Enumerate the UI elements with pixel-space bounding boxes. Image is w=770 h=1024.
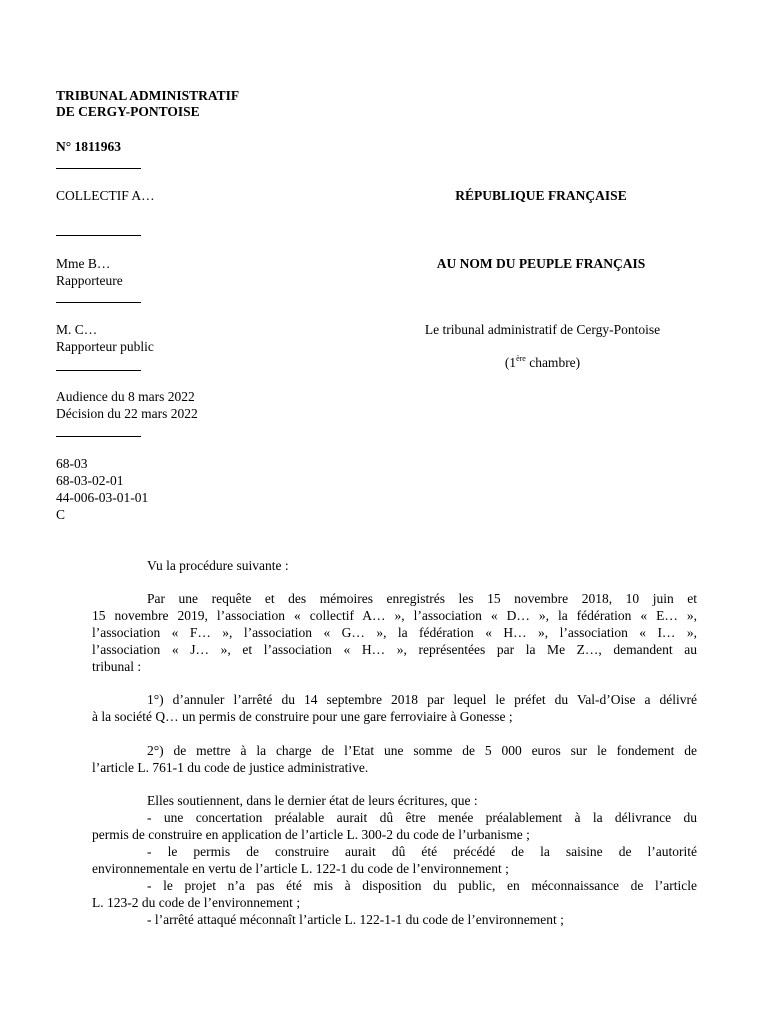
decision-date: Décision du 22 mars 2022 [56,406,198,421]
paragraph-line: tribunal : [92,659,142,674]
public-rapporteur-name: M. C… [56,322,98,337]
paragraph-line: 1°) d’annuler l’arrêté du 14 septembre 2018 par lequel le préfet du Val-d’Oise a délivré [147,692,697,707]
paragraph-line: l’association « J… », et l’association « H… », représentées par la Me Z…, demandent au [92,642,697,657]
paragraph-line: environnementale en vertu de l’article L. 122-1 du code de l’environnement ; [92,861,509,876]
classification-code: 44-006-03-01-01 [56,490,149,505]
court-name-line-1: TRIBUNAL ADMINISTRATIF [56,88,240,103]
case-number: N° 1811963 [56,139,122,154]
rapporteur-name: Mme B… [56,256,111,271]
publication-code: C [56,507,66,522]
chamber-suffix: chambre) [525,355,581,370]
court-name-line-2: DE CERGY-PONTOISE [56,104,200,119]
tribunal-line: Le tribunal administratif de Cergy-Pontoise [424,322,661,337]
party-name: COLLECTIF A… [56,188,155,203]
paragraph-line: - l’arrêté attaqué méconnaît l’article L. 122-1-1 du code de l’environnement ; [147,912,564,927]
chamber-line [450,355,635,371]
chamber-prefix: (1 [504,355,517,370]
classification-code: 68-03-02-01 [56,473,124,488]
separator [56,436,141,437]
separator [56,235,141,236]
rapporteur-role: Rapporteure [56,273,123,288]
paragraph-line: l’association « F… », l’association « G… », la fédération « H… », l’association « I… », [92,625,697,640]
paragraph-line: 15 novembre 2019, l’association « collectif A… », l’association « D… », la fédération « E… », [92,608,697,623]
paragraph-line: - le projet n’a pas été mis à disposition du public, en méconnaissance de l’article [147,878,697,893]
hearing-date: Audience du 8 mars 2022 [56,389,195,404]
classification-code: 68-03 [56,456,88,471]
separator [56,370,141,371]
paragraph-line: L. 123-2 du code de l’environnement ; [92,895,301,910]
people-heading: AU NOM DU PEUPLE FRANÇAIS [436,256,646,271]
paragraph-line: Elles soutiennent, dans le dernier état de leurs écritures, que : [147,793,478,808]
paragraph-line: Par une requête et des mémoires enregistrés les 15 novembre 2018, 10 juin et [147,591,697,606]
paragraph-line: 2°) de mettre à la charge de l’Etat une somme de 5 000 euros sur le fondement de [147,743,697,758]
chamber-superscript: ère [516,354,526,363]
paragraph-line: - une concertation préalable aurait dû être menée préalablement à la délivrance du [147,810,697,825]
procedure-heading: Vu la procédure suivante : [147,558,289,573]
public-rapporteur-role: Rapporteur public [56,339,154,354]
paragraph-line: - le permis de construire aurait dû été précédé de la saisine de l’autorité [147,844,697,859]
separator [56,302,141,303]
paragraph-line: permis de construire en application de l’article L. 300-2 du code de l’urbanisme ; [92,827,530,842]
paragraph-line: l’article L. 761-1 du code de justice administrative. [92,760,369,775]
republic-heading: RÉPUBLIQUE FRANÇAISE [455,188,627,203]
paragraph-line: à la société Q… un permis de construire pour une gare ferroviaire à Gonesse ; [92,709,513,724]
separator [56,168,141,169]
